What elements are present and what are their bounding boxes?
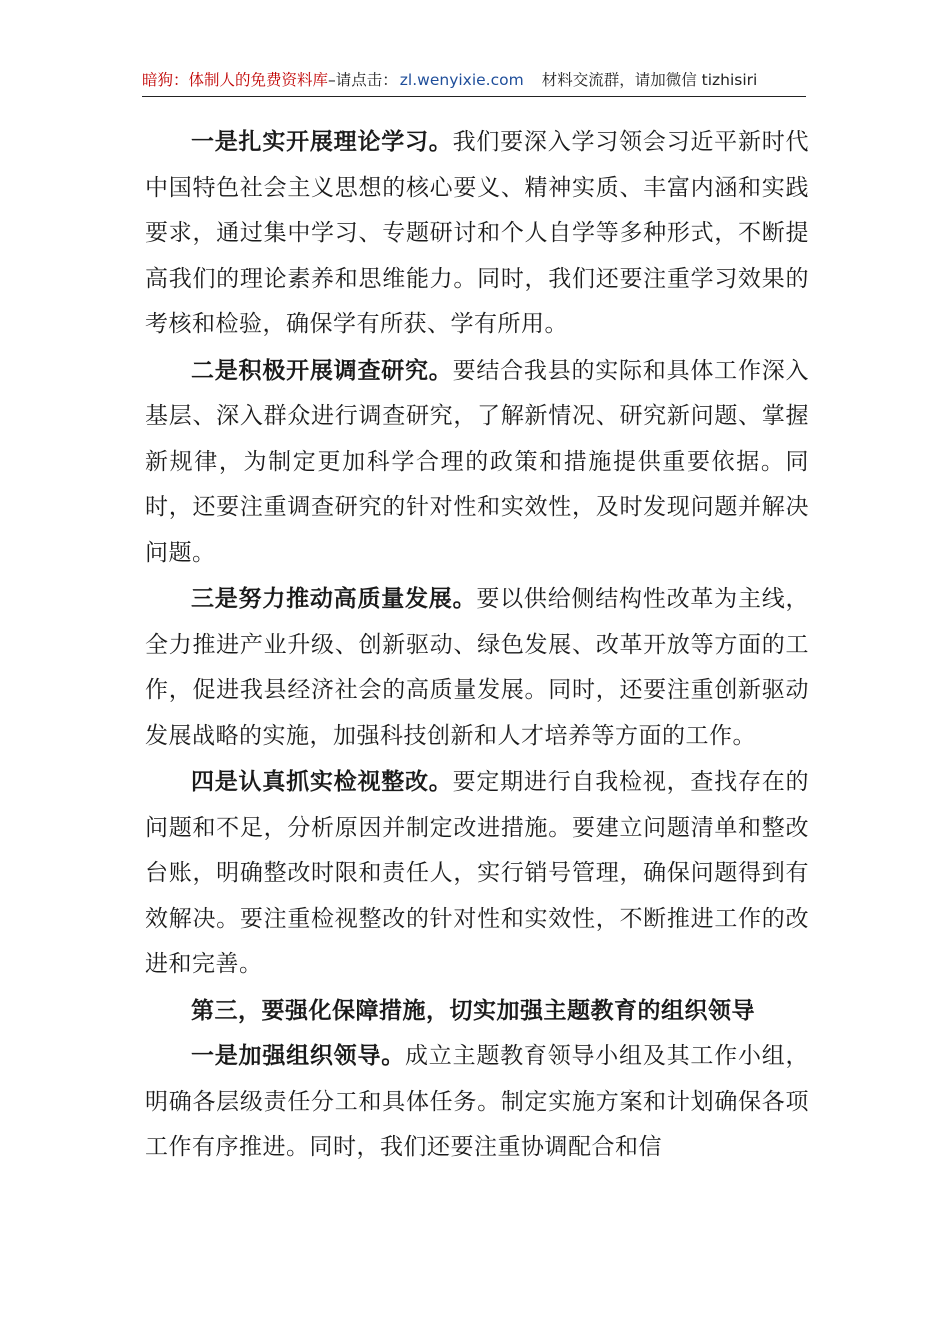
paragraph-text: 要结合我县的实际和具体工作深入基层、深入群众进行调查研究，了解新情况、研究新问题、掌握新规律，为制定更加科学合理的政策和措施提供重要依据。同时，还要注重调查研究的针对性和实效性，及时发现问题并解决问题。 — [145, 357, 810, 566]
paragraph-research — [145, 348, 809, 577]
paragraph-lead: 四是认真抓实检视整改。 — [191, 768, 453, 795]
paragraph-lead: 一是扎实开展理论学习。 — [191, 128, 453, 155]
paragraph-theory-study — [145, 119, 809, 348]
paragraph-lead: 二是积极开展调查研究。 — [191, 356, 453, 384]
section-heading: 第三，要强化保障措施，切实加强主题教育的组织领导 — [191, 996, 755, 1024]
paragraph-text: 成立主题教育领导小组及其工作小组，明确各层级责任分工和具体任务。制定实施方案和计划确保各项工作有序推进。同时，我们还要注重协调配合和信 — [145, 1043, 810, 1160]
header-url-link[interactable]: zl.wenyixie.com — [399, 71, 524, 89]
document-body — [145, 119, 809, 1171]
paragraph-text: 要以供给侧结构性改革为主线，全力推进产业升级、创新驱动、绿色发展、改革开放等方面的工作，促进我县经济社会的高质量发展。同时，还要注重创新驱动发展战略的实施，加强科技创新和人才培养等方面的工作。 — [145, 586, 810, 749]
paragraph-lead: 三是努力推动高质量发展。 — [191, 585, 477, 612]
paragraph-rectification — [145, 759, 809, 988]
paragraph-lead: 一是加强组织领导。 — [191, 1042, 406, 1069]
header-group-info: 材料交流群，请加微信 tizhisiri — [541, 71, 758, 89]
header-prompt: –请点击： — [328, 71, 398, 89]
paragraph-organization — [145, 1033, 809, 1171]
paragraph-development — [145, 576, 809, 759]
paragraph-text: 我们要深入学习领会习近平新时代中国特色社会主义思想的核心要义、精神实质、丰富内涵和实践要求，通过集中学习、专题研讨和个人自学等多种形式，不断提高我们的理论素养和思维能力。同时，我们还要注重学习效果的考核和检验，确保学有所获、学有所用。 — [145, 129, 810, 337]
header-brand: 暗狗：体制人的免费资料库 — [142, 71, 329, 89]
page-header — [142, 66, 806, 97]
paragraph-text: 要定期进行自我检视，查找存在的问题和不足，分析原因并制定改进措施。要建立问题清单和整改台账，明确整改时限和责任人，实行销号管理，确保问题得到有效解决。要注重检视整改的针对性和实效性，不断推进工作的改进和完善。 — [145, 769, 810, 977]
